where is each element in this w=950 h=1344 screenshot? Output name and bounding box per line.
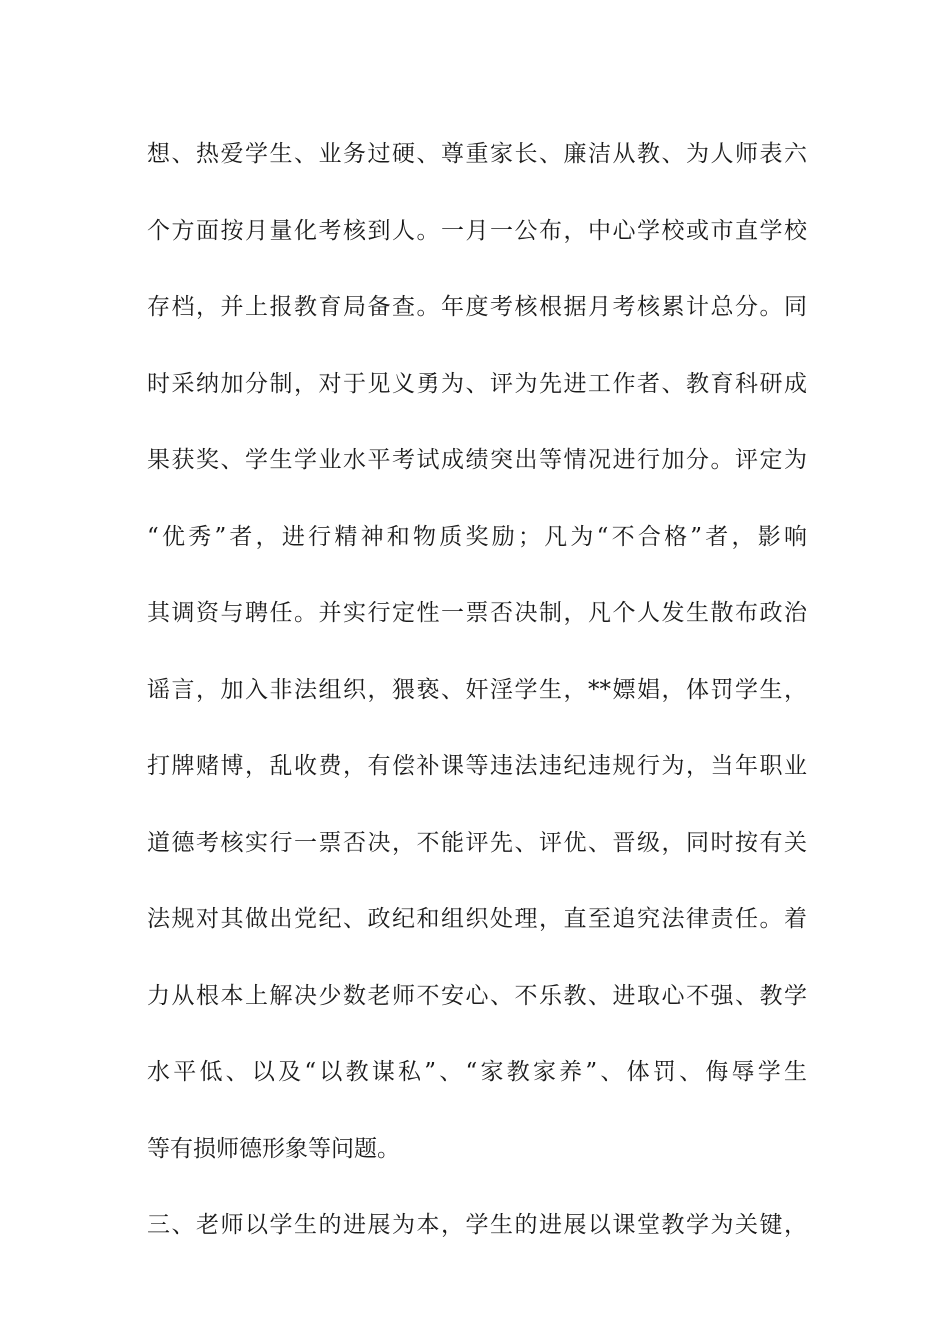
text-line: 力从根本上解决少数老师不安心、不乐教、进取心不强、教学 — [147, 982, 807, 1009]
text-line: 果获奖、学生学业水平考试成绩突出等情况进行加分。评定为 — [147, 447, 807, 473]
text-line: 水平低、以及“以教谋私”、“家教家养”、体罚、侮辱学生 — [147, 1059, 807, 1085]
text-line: 打牌赌博，乱收费，有偿补课等违法违纪违规行为，当年职业 — [147, 753, 807, 779]
text-line: 存档，并上报教育局备查。年度考核根据月考核累计总分。同 — [147, 294, 807, 320]
text-line: 法规对其做出党纪、政纪和组织处理，直至追究法律责任。着 — [147, 906, 807, 932]
text-line: 谣言，加入非法组织，猥亵、奸淫学生，**嫖娼，体罚学生， — [147, 676, 807, 703]
text-line-paragraph-end: 等有损师德形象等问题。 — [147, 1135, 400, 1162]
text-line: 时采纳加分制，对于见义勇为、评为先进工作者、教育科研成 — [147, 370, 807, 397]
text-line: 道德考核实行一票否决，不能评先、评优、晋级，同时按有关 — [147, 829, 807, 856]
text-line: 其调资与聘任。并实行定性一票否决制，凡个人发生散布政治 — [147, 600, 807, 626]
text-line: “优秀”者，进行精神和物质奖励；凡为“不合格”者，影响 — [147, 523, 807, 550]
text-line: 想、热爱学生、业务过硬、尊重家长、廉洁从教、为人师表六 — [147, 141, 807, 167]
body-text — [147, 128, 807, 1276]
text-line: 个方面按月量化考核到人。一月一公布，中心学校或市直学校 — [147, 217, 807, 244]
section-heading-line: 三、老师以学生的进展为本，学生的进展以课堂教学为关键， — [147, 1212, 807, 1238]
